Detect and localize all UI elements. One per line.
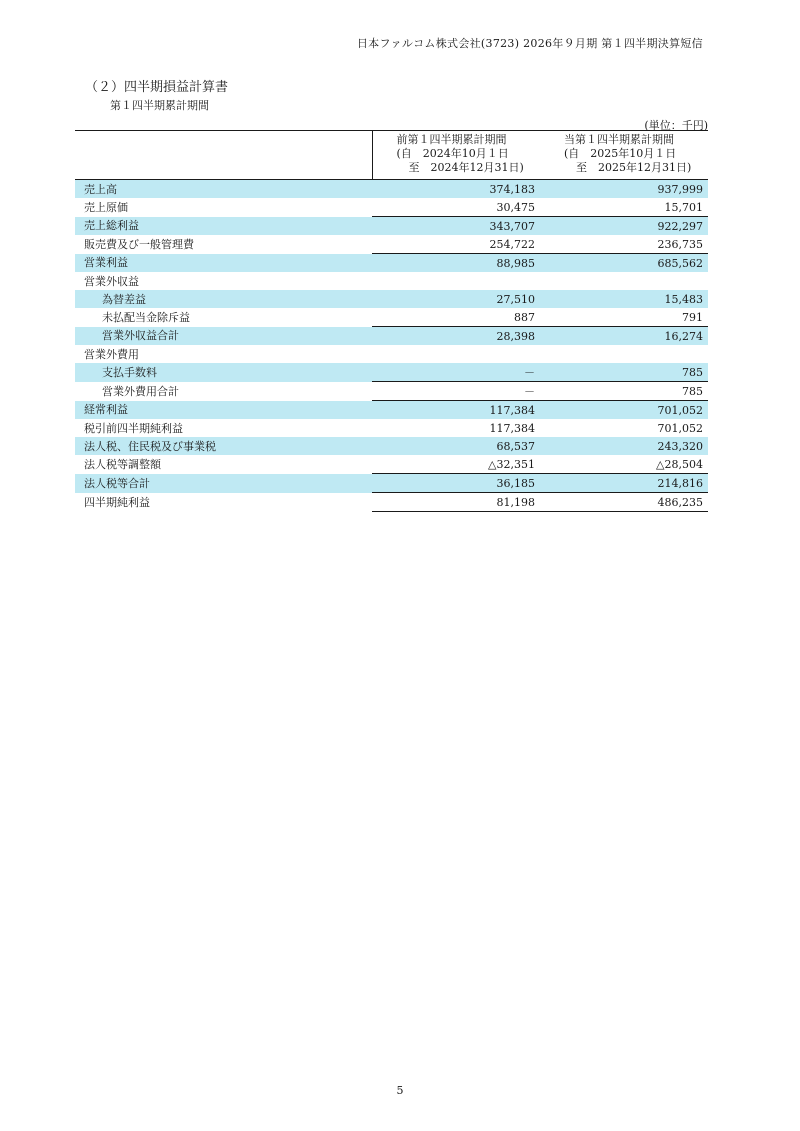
header-prev-period (372, 131, 540, 180)
table-row (75, 180, 708, 199)
prev-period-name: 前第１四半期累計期間 (396, 133, 507, 146)
table-row (75, 254, 708, 273)
row-label: 営業外費用 (84, 347, 139, 361)
table-row (75, 198, 708, 217)
row-label: 為替差益 (75, 290, 372, 308)
row-value-prev: △32,351 (372, 455, 540, 474)
row-value-curr: △28,504 (540, 455, 708, 474)
row-label: 売上高 (75, 180, 372, 199)
row-label: 営業外収益合計 (75, 327, 372, 346)
row-value-curr (540, 272, 708, 290)
row-value-curr: 685,562 (540, 254, 708, 273)
row-label: 法人税、住民税及び事業税 (75, 437, 372, 455)
row-label: 経常利益 (75, 401, 372, 420)
row-value-curr: 15,483 (540, 290, 708, 308)
row-value-prev: 374,183 (372, 180, 540, 199)
table-row (75, 345, 708, 363)
row-value-curr: 214,816 (540, 474, 708, 493)
row-label: 売上原価 (84, 200, 128, 214)
table-row (75, 308, 708, 327)
row-value-prev: 254,722 (372, 235, 540, 254)
row-value-prev: 27,510 (372, 290, 540, 308)
header-label-cell (75, 131, 372, 180)
table-row (75, 382, 708, 401)
table-row (75, 290, 708, 308)
row-value-curr: 236,735 (540, 235, 708, 254)
row-value-prev: 343,707 (372, 217, 540, 236)
row-value-prev: － (372, 363, 540, 382)
row-value-curr (540, 345, 708, 363)
row-value-prev: 117,384 (489, 421, 535, 435)
row-label: 法人税等調整額 (84, 457, 161, 471)
curr-period-from: (自 2025年10月１日 (564, 147, 677, 160)
curr-period-name: 当第１四半期累計期間 (564, 133, 674, 146)
row-value-curr: 937,999 (540, 180, 708, 199)
row-value-prev (372, 345, 540, 363)
section-title: （２）四半期損益計算書 (85, 80, 229, 95)
row-value-prev: 30,475 (372, 198, 540, 217)
table-header-row (75, 131, 708, 180)
table-row (75, 437, 708, 455)
row-value-curr: 701,052 (657, 421, 703, 435)
table-row (75, 363, 708, 382)
page-number: 5 (396, 1084, 404, 1097)
table-row (75, 272, 708, 290)
row-value-curr: 243,320 (540, 437, 708, 455)
unit-label: (単位：千円) (644, 119, 708, 132)
row-label: 売上総利益 (75, 217, 372, 236)
table-row (75, 455, 708, 474)
row-value-curr: 486,235 (540, 493, 708, 512)
table-row (75, 419, 708, 437)
row-label: 販売費及び一般管理費 (84, 237, 194, 251)
row-value-curr: 701,052 (540, 401, 708, 420)
row-value-curr: 15,701 (540, 198, 708, 217)
row-value-prev: 36,185 (372, 474, 540, 493)
row-value-prev: 88,985 (372, 254, 540, 273)
table-row (75, 474, 708, 493)
table-row (75, 327, 708, 346)
row-value-curr: 785 (540, 382, 708, 401)
row-value-prev: 887 (372, 308, 540, 327)
row-value-prev: 68,537 (372, 437, 540, 455)
row-value-prev (372, 272, 540, 290)
row-value-curr: 922,297 (540, 217, 708, 236)
row-value-curr: 16,274 (540, 327, 708, 346)
row-label: 税引前四半期純利益 (84, 421, 183, 435)
row-value-curr: 791 (540, 308, 708, 327)
row-value-curr: 785 (540, 363, 708, 382)
row-value-prev: 28,398 (372, 327, 540, 346)
section-subtitle: 第１四半期累計期間 (110, 99, 209, 112)
table-row (75, 493, 708, 512)
row-label: 営業外収益 (84, 274, 139, 288)
row-value-prev: 81,198 (372, 493, 540, 512)
income-statement-table (75, 130, 708, 512)
curr-period-to: 至 2025年12月31日) (576, 161, 692, 174)
row-label: 支払手数料 (75, 363, 372, 382)
prev-period-to: 至 2024年12月31日) (408, 161, 524, 174)
row-label: 法人税等合計 (75, 474, 372, 493)
table-row (75, 235, 708, 254)
prev-period-from: (自 2024年10月１日 (396, 147, 509, 160)
row-label: 営業外費用合計 (102, 384, 179, 398)
row-label: 四半期純利益 (84, 495, 150, 509)
header-curr-period (540, 131, 708, 180)
table-row (75, 401, 708, 420)
document-header: 日本ファルコム株式会社(3723) 2026年９月期 第１四半期決算短信 (356, 37, 703, 50)
row-value-prev: － (372, 382, 540, 401)
row-label: 営業利益 (75, 254, 372, 273)
table-row (75, 217, 708, 236)
row-label: 未払配当金除斥益 (102, 310, 190, 324)
row-value-prev: 117,384 (372, 401, 540, 420)
